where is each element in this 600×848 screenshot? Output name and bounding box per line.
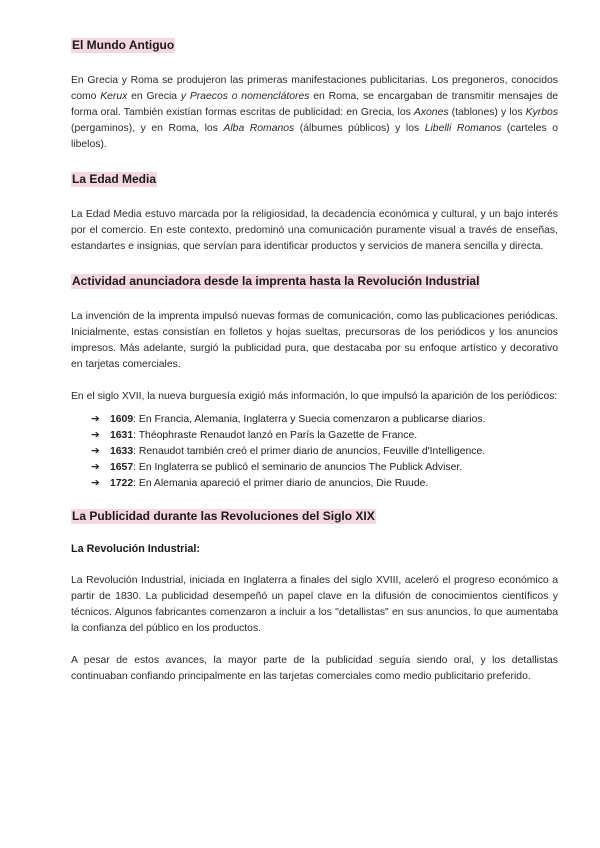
list-item: ➔ 1609: En Francia, Alemania, Inglaterra y Suecia comenzaron a publicarse diarios. <box>91 412 558 428</box>
document-page <box>71 36 558 685</box>
arrow-right-icon: ➔ <box>91 446 100 457</box>
italic-term: Kerux <box>100 91 128 102</box>
paragraph-siglo-xix-1: La Revolución Industrial, iniciada en Inglaterra a finales del siglo XVIII, aceleró el progreso económico a partir de 1830. La publicidad desempeñó un papel clave en la difusión de conocimientos científicos y técnicos. Algunos fabricantes comenzaron a incluir a los "detallistas" en sus anuncios, lo que aumentaba la confianza del público en los productos. <box>71 575 558 634</box>
arrow-right-icon: ➔ <box>91 414 100 425</box>
arrow-right-icon: ➔ <box>91 462 100 473</box>
heading-edad-media: La Edad Media <box>72 172 157 186</box>
italic-term: Axones <box>413 107 449 118</box>
heading-siglo-xix: La Publicidad durante las Revoluciones del Siglo XIX <box>72 509 375 523</box>
italic-term: Kyrbos <box>525 107 559 118</box>
section-mundo-antiguo <box>71 36 558 54</box>
paragraph-imprenta-1: La invención de la imprenta impulsó nuevas formas de comunicación, como las publicaciones periódicas. Inicialmente, estas consistían en folletos y hojas sueltas, precursoras de los periódicos y los anuncios impresos. Más adelante, surgió la publicidad pura, que destacaba por su enfoque artístico y decorativo en tarjetas comerciales. <box>71 311 558 370</box>
italic-term: Alba Romanos <box>223 123 295 134</box>
arrow-right-icon: ➔ <box>91 478 100 489</box>
paragraph-siglo-xix-2: A pesar de estos avances, la mayor parte de la publicidad seguía siendo oral, y los detallistas continuaban confiando principalmente en las tarjetas comerciales como medio publicitario preferido. <box>71 655 558 682</box>
heading-imprenta: Actividad anunciadora desde la imprenta hasta la Revolución Industrial <box>72 274 480 288</box>
italic-term: y Praecos o nomenclátores <box>180 91 310 102</box>
list-item: ➔ 1657: En Inglaterra se publicó el seminario de anuncios The Publick Adviser. <box>91 460 558 476</box>
heading-mundo-antiguo: El Mundo Antiguo <box>72 38 175 52</box>
list-item: ➔ 1722: En Alemania apareció el primer diario de anuncios, Die Ruude. <box>91 476 558 492</box>
paragraph-mundo-antiguo: En Grecia y Roma se produjeron las primeras manifestaciones publicitarias. Los pregoneros, conocidos como Kerux en Grecia y Praecos o nomenclátores en Roma, se encargaban de transmitir mensajes de forma oral. También existían formas escritas de publicidad: en Grecia, los Axones (tablones) y los Kyrbos (pergaminos), y en Roma, los Alba Romanos (álbumes públicos) y los Libelli Romanos (carteles o libelos). <box>71 75 559 150</box>
subheading-revolucion-industrial: La Revolución Industrial: <box>71 543 200 555</box>
italic-term: Libelli Romanos <box>424 123 502 134</box>
arrow-right-icon: ➔ <box>91 430 100 441</box>
periodicos-list <box>71 412 558 492</box>
list-item: ➔ 1633: Renaudot también creó el primer diario de anuncios, Feuville d'Intelligence. <box>91 444 558 460</box>
paragraph-imprenta-2: En el siglo XVII, la nueva burguesía exigió más información, lo que impulsó la aparición de los periódicos: <box>71 391 558 402</box>
list-item: ➔ 1631: Théophraste Renaudot lanzó en París la Gazette de France. <box>91 428 558 444</box>
paragraph-edad-media: La Edad Media estuvo marcada por la religiosidad, la decadencia económica y cultural, y un bajo interés por el comercio. En este contexto, predominó una comunicación puramente visual a través de enseñas, estandartes e insignias, que servían para identificar productos y servicios de manera sencilla y directa. <box>71 209 558 252</box>
